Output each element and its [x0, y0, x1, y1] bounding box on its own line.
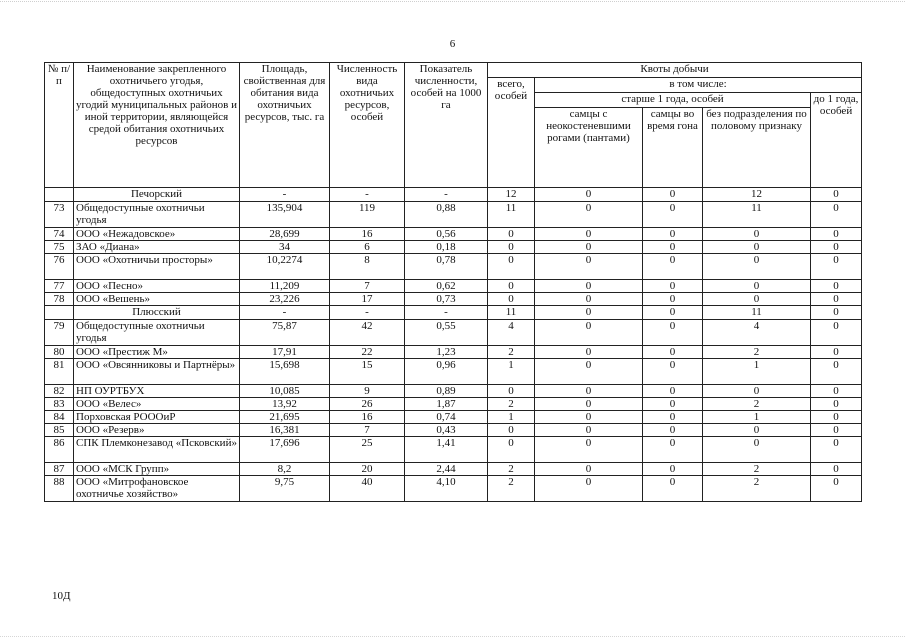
- cell-under1: 0: [811, 437, 862, 463]
- cell-under1: 0: [811, 476, 862, 502]
- cell-count: -: [330, 306, 405, 320]
- cell-name: Плюсский: [74, 306, 240, 320]
- cell-count: 42: [330, 320, 405, 346]
- cell-name: ООО «МСК Групп»: [74, 463, 240, 476]
- cell-count: 119: [330, 202, 405, 228]
- cell-males-rut: 0: [643, 437, 703, 463]
- table-row: [45, 254, 862, 280]
- cell-total: 2: [488, 476, 535, 502]
- cell-density: 0,62: [405, 280, 488, 293]
- cell-area: 15,698: [240, 359, 330, 385]
- cell-total: 2: [488, 463, 535, 476]
- cell-no-sex: 2: [703, 476, 811, 502]
- cell-count: 7: [330, 424, 405, 437]
- cell-area: 11,209: [240, 280, 330, 293]
- cell-density: 0,18: [405, 241, 488, 254]
- cell-area: 17,91: [240, 346, 330, 359]
- cell-area: 10,085: [240, 385, 330, 398]
- cell-under1: 0: [811, 320, 862, 346]
- cell-name: ООО «Резерв»: [74, 424, 240, 437]
- cell-total: 0: [488, 437, 535, 463]
- cell-num: 73: [45, 202, 74, 228]
- cell-name: ЗАО «Диана»: [74, 241, 240, 254]
- cell-num: 78: [45, 293, 74, 306]
- cell-males-antlers: 0: [535, 241, 643, 254]
- table-body: [45, 188, 862, 502]
- cell-density: 1,23: [405, 346, 488, 359]
- cell-no-sex: 1: [703, 411, 811, 424]
- cell-males-rut: 0: [643, 320, 703, 346]
- cell-area: 10,2274: [240, 254, 330, 280]
- cell-density: -: [405, 188, 488, 202]
- scan-edge-bottom: [0, 636, 905, 637]
- cell-count: 15: [330, 359, 405, 385]
- table-row: [45, 411, 862, 424]
- cell-num: 74: [45, 228, 74, 241]
- cell-density: 1,87: [405, 398, 488, 411]
- cell-no-sex: 1: [703, 359, 811, 385]
- table-row: [45, 320, 862, 346]
- cell-name: Общедоступные охотничьи угодья: [74, 202, 240, 228]
- cell-count: 25: [330, 437, 405, 463]
- cell-males-antlers: 0: [535, 411, 643, 424]
- cell-count: 8: [330, 254, 405, 280]
- header-area: Площадь, свойственная для обитания вида охотничьих ресурсов, тыс. га: [240, 63, 330, 188]
- cell-density: 0,73: [405, 293, 488, 306]
- cell-under1: 0: [811, 346, 862, 359]
- cell-count: 22: [330, 346, 405, 359]
- cell-count: 17: [330, 293, 405, 306]
- cell-males-rut: 0: [643, 359, 703, 385]
- table-row: [45, 437, 862, 463]
- cell-name: Порховская РОООиР: [74, 411, 240, 424]
- cell-no-sex: 0: [703, 228, 811, 241]
- cell-name: Общедоступные охотничьи угодья: [74, 320, 240, 346]
- cell-no-sex: 0: [703, 385, 811, 398]
- cell-males-antlers: 0: [535, 346, 643, 359]
- cell-total: 0: [488, 424, 535, 437]
- cell-no-sex: 11: [703, 306, 811, 320]
- table-row: [45, 424, 862, 437]
- cell-males-antlers: 0: [535, 306, 643, 320]
- cell-num: 81: [45, 359, 74, 385]
- cell-density: 0,43: [405, 424, 488, 437]
- cell-name: ООО «Вешень»: [74, 293, 240, 306]
- cell-density: 4,10: [405, 476, 488, 502]
- cell-area: 75,87: [240, 320, 330, 346]
- cell-name: ООО «Нежадовское»: [74, 228, 240, 241]
- cell-num: 86: [45, 437, 74, 463]
- table-row: [45, 241, 862, 254]
- cell-males-rut: 0: [643, 411, 703, 424]
- header-males-rut: самцы во время гона: [643, 108, 703, 188]
- header-under1: до 1 года, особей: [811, 93, 862, 188]
- cell-total: 11: [488, 306, 535, 320]
- header-name: Наименование закрепленного охотничьего угодья, общедоступных охотничьих угодий муниципальных районов и иной территории, являющейся средой обитания охотничьих ресурсов: [74, 63, 240, 188]
- cell-name: ООО «Овсянниковы и Партнёры»: [74, 359, 240, 385]
- cell-no-sex: 0: [703, 424, 811, 437]
- cell-males-rut: 0: [643, 463, 703, 476]
- cell-under1: 0: [811, 228, 862, 241]
- cell-males-antlers: 0: [535, 320, 643, 346]
- cell-total: 0: [488, 228, 535, 241]
- cell-no-sex: 2: [703, 398, 811, 411]
- header-quotas: Квоты добычи: [488, 63, 862, 78]
- cell-males-antlers: 0: [535, 280, 643, 293]
- cell-under1: 0: [811, 411, 862, 424]
- cell-count: 20: [330, 463, 405, 476]
- region-row: [45, 188, 862, 202]
- cell-density: 0,56: [405, 228, 488, 241]
- region-row: [45, 306, 862, 320]
- cell-density: 1,41: [405, 437, 488, 463]
- cell-under1: 0: [811, 280, 862, 293]
- cell-total: 1: [488, 359, 535, 385]
- cell-density: 0,78: [405, 254, 488, 280]
- cell-num: 76: [45, 254, 74, 280]
- cell-no-sex: 2: [703, 346, 811, 359]
- cell-num: 85: [45, 424, 74, 437]
- cell-count: 40: [330, 476, 405, 502]
- cell-count: 7: [330, 280, 405, 293]
- header-total: всего, особей: [488, 78, 535, 188]
- cell-males-antlers: 0: [535, 228, 643, 241]
- cell-males-rut: 0: [643, 293, 703, 306]
- cell-under1: 0: [811, 188, 862, 202]
- cell-no-sex: 0: [703, 280, 811, 293]
- cell-no-sex: 4: [703, 320, 811, 346]
- table-row: [45, 346, 862, 359]
- cell-males-antlers: 0: [535, 437, 643, 463]
- cell-under1: 0: [811, 424, 862, 437]
- footer-mark: 10Д: [52, 590, 71, 602]
- cell-area: 135,904: [240, 202, 330, 228]
- cell-no-sex: 0: [703, 437, 811, 463]
- table-row: [45, 280, 862, 293]
- cell-density: 0,55: [405, 320, 488, 346]
- cell-area: 8,2: [240, 463, 330, 476]
- cell-count: 6: [330, 241, 405, 254]
- table-row: [45, 398, 862, 411]
- cell-males-antlers: 0: [535, 476, 643, 502]
- quota-table: [44, 62, 862, 502]
- cell-total: 0: [488, 254, 535, 280]
- cell-num: 84: [45, 411, 74, 424]
- header-males-antlers: самцы с неокостеневшими рогами (пантами): [535, 108, 643, 188]
- cell-density: 0,74: [405, 411, 488, 424]
- cell-males-antlers: 0: [535, 385, 643, 398]
- cell-num: [45, 306, 74, 320]
- cell-no-sex: 0: [703, 293, 811, 306]
- cell-no-sex: 0: [703, 241, 811, 254]
- cell-males-rut: 0: [643, 346, 703, 359]
- cell-name: ООО «Охотничьи просторы»: [74, 254, 240, 280]
- page-number: 6: [449, 38, 456, 50]
- cell-area: -: [240, 188, 330, 202]
- cell-num: 75: [45, 241, 74, 254]
- cell-total: 0: [488, 280, 535, 293]
- cell-area: 17,696: [240, 437, 330, 463]
- table-row: [45, 463, 862, 476]
- cell-name: Печорский: [74, 188, 240, 202]
- header-num: № п/п: [45, 63, 74, 188]
- table-row: [45, 359, 862, 385]
- cell-name: ООО «Престиж М»: [74, 346, 240, 359]
- header-count: Численность вида охотничьих ресурсов, особей: [330, 63, 405, 188]
- cell-area: 21,695: [240, 411, 330, 424]
- cell-count: -: [330, 188, 405, 202]
- cell-total: 1: [488, 411, 535, 424]
- cell-males-antlers: 0: [535, 188, 643, 202]
- cell-no-sex: 12: [703, 188, 811, 202]
- cell-males-antlers: 0: [535, 463, 643, 476]
- table-row: [45, 228, 862, 241]
- cell-area: 34: [240, 241, 330, 254]
- cell-density: 0,89: [405, 385, 488, 398]
- cell-total: 0: [488, 385, 535, 398]
- cell-males-antlers: 0: [535, 424, 643, 437]
- cell-name: НП ОУРТБУХ: [74, 385, 240, 398]
- cell-num: [45, 188, 74, 202]
- cell-total: 11: [488, 202, 535, 228]
- table-row: [45, 385, 862, 398]
- cell-males-rut: 0: [643, 476, 703, 502]
- table-header: [45, 63, 862, 188]
- cell-under1: 0: [811, 241, 862, 254]
- cell-no-sex: 0: [703, 254, 811, 280]
- cell-area: 9,75: [240, 476, 330, 502]
- cell-males-rut: 0: [643, 241, 703, 254]
- cell-area: 16,381: [240, 424, 330, 437]
- cell-under1: 0: [811, 463, 862, 476]
- cell-males-rut: 0: [643, 228, 703, 241]
- cell-under1: 0: [811, 359, 862, 385]
- cell-density: 0,88: [405, 202, 488, 228]
- cell-under1: 0: [811, 293, 862, 306]
- cell-area: -: [240, 306, 330, 320]
- cell-name: ООО «Митрофановское охотничье хозяйство»: [74, 476, 240, 502]
- cell-total: 0: [488, 241, 535, 254]
- cell-males-rut: 0: [643, 385, 703, 398]
- cell-num: 77: [45, 280, 74, 293]
- cell-no-sex: 2: [703, 463, 811, 476]
- cell-males-antlers: 0: [535, 293, 643, 306]
- cell-males-rut: 0: [643, 202, 703, 228]
- cell-under1: 0: [811, 398, 862, 411]
- cell-name: СПК Племконезавод «Псковский»: [74, 437, 240, 463]
- cell-males-antlers: 0: [535, 254, 643, 280]
- cell-area: 13,92: [240, 398, 330, 411]
- cell-density: 0,96: [405, 359, 488, 385]
- cell-num: 88: [45, 476, 74, 502]
- cell-males-antlers: 0: [535, 398, 643, 411]
- cell-num: 87: [45, 463, 74, 476]
- cell-males-rut: 0: [643, 280, 703, 293]
- cell-males-antlers: 0: [535, 202, 643, 228]
- cell-density: 2,44: [405, 463, 488, 476]
- cell-under1: 0: [811, 202, 862, 228]
- table-row: [45, 476, 862, 502]
- cell-total: 2: [488, 398, 535, 411]
- cell-under1: 0: [811, 385, 862, 398]
- cell-males-antlers: 0: [535, 359, 643, 385]
- header-older: старше 1 года, особей: [535, 93, 811, 108]
- cell-area: 28,699: [240, 228, 330, 241]
- cell-name: ООО «Песно»: [74, 280, 240, 293]
- header-density: Показатель численности, особей на 1000 га: [405, 63, 488, 188]
- cell-no-sex: 11: [703, 202, 811, 228]
- table-row: [45, 293, 862, 306]
- cell-num: 79: [45, 320, 74, 346]
- cell-count: 16: [330, 228, 405, 241]
- cell-total: 12: [488, 188, 535, 202]
- cell-count: 9: [330, 385, 405, 398]
- cell-under1: 0: [811, 254, 862, 280]
- cell-num: 83: [45, 398, 74, 411]
- cell-males-rut: 0: [643, 398, 703, 411]
- cell-males-rut: 0: [643, 306, 703, 320]
- cell-area: 23,226: [240, 293, 330, 306]
- scan-edge-top: [0, 1, 905, 2]
- cell-males-rut: 0: [643, 254, 703, 280]
- cell-total: 4: [488, 320, 535, 346]
- cell-count: 16: [330, 411, 405, 424]
- cell-males-rut: 0: [643, 188, 703, 202]
- cell-males-rut: 0: [643, 424, 703, 437]
- cell-name: ООО «Велес»: [74, 398, 240, 411]
- header-including: в том числе:: [535, 78, 862, 93]
- cell-density: -: [405, 306, 488, 320]
- cell-num: 80: [45, 346, 74, 359]
- cell-total: 0: [488, 293, 535, 306]
- cell-num: 82: [45, 385, 74, 398]
- cell-under1: 0: [811, 306, 862, 320]
- header-no-sex: без подразделения по половому признаку: [703, 108, 811, 188]
- cell-total: 2: [488, 346, 535, 359]
- table-row: [45, 202, 862, 228]
- cell-count: 26: [330, 398, 405, 411]
